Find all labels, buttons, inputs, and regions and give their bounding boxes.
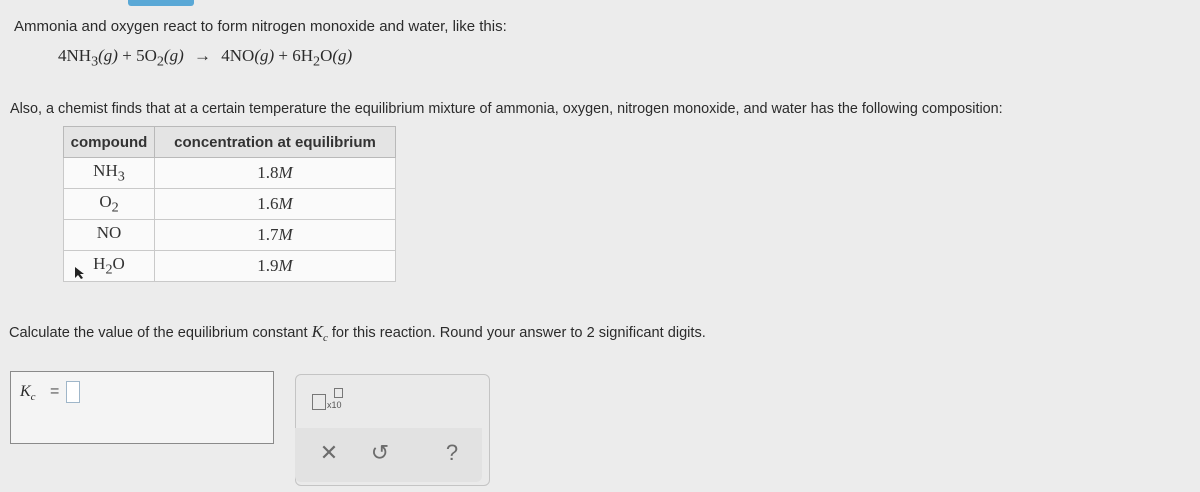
plus-sign: +: [122, 46, 132, 65]
answer-input[interactable]: [66, 381, 80, 403]
state: (g): [163, 46, 184, 65]
formula-base: NO: [96, 222, 122, 242]
kc-symbol: K: [311, 322, 323, 341]
concentration-cell: [155, 158, 396, 189]
reaction-arrow-icon: →: [194, 46, 211, 65]
header-concentration: concentration at equilibrium: [155, 127, 396, 158]
state: (g): [254, 46, 275, 65]
table-row: [64, 189, 396, 220]
unit: M: [278, 163, 293, 182]
kc-subscript: c: [30, 391, 36, 404]
compound-cell: [64, 220, 155, 251]
concentration-cell: [155, 189, 396, 220]
unit: M: [278, 194, 293, 213]
coef: 4: [58, 46, 67, 65]
concentration-cell: [155, 251, 396, 282]
plus-sign: +: [278, 46, 288, 65]
top-tab-accent: [128, 0, 194, 6]
species: O: [144, 46, 157, 65]
formula-base: H: [93, 253, 106, 273]
subscript: 3: [91, 53, 99, 70]
kc-subscript: c: [322, 331, 328, 344]
state: (g): [332, 46, 353, 65]
species: O: [320, 46, 333, 65]
kc-label: [20, 383, 36, 403]
concentration-cell: [155, 220, 396, 251]
state: (g): [98, 46, 118, 65]
close-icon[interactable]: ✕: [319, 440, 339, 465]
x10-label: x10: [327, 400, 342, 410]
table-row: [64, 220, 396, 251]
unit: M: [278, 256, 293, 275]
species: NH: [66, 46, 92, 65]
concentration-value: 1.8: [257, 163, 279, 182]
composition-table: [63, 126, 396, 282]
exponent-box-icon: [334, 388, 343, 398]
header-compound: compound: [64, 127, 155, 158]
formula-tail: O: [112, 253, 125, 273]
equals-sign: =: [50, 383, 60, 400]
help-icon[interactable]: ?: [445, 440, 459, 465]
concentration-value: 1.6: [257, 194, 279, 213]
species: H: [300, 46, 314, 65]
undo-icon[interactable]: ↺: [370, 440, 390, 465]
concentration-value: 1.9: [257, 256, 279, 275]
subscript: 2: [313, 53, 321, 70]
question-text: [9, 322, 706, 344]
reaction-equation: [58, 46, 352, 70]
compound-cell: [64, 189, 155, 220]
scientific-notation-button[interactable]: [310, 386, 354, 412]
formula-base: NH: [93, 160, 118, 180]
table-row: [64, 158, 396, 189]
subscript: 2: [156, 53, 164, 70]
intro-text: Ammonia and oxygen react to form nitrogen monoxide and water, like this:: [14, 18, 507, 35]
compound-cell: [64, 158, 155, 189]
coef: 6: [292, 46, 301, 65]
table-header-row: [64, 127, 396, 158]
species: NO: [229, 46, 255, 65]
mouse-cursor-icon: [74, 266, 86, 280]
formula-subscript: 3: [117, 168, 125, 185]
also-text: Also, a chemist finds that at a certain temperature the equilibrium mixture of ammonia, oxygen, nitrogen monoxide, and water has the following composition:: [10, 101, 1003, 117]
formula-subscript: 2: [111, 199, 119, 216]
table-row: [64, 251, 396, 282]
unit: M: [278, 225, 293, 244]
kc-symbol: K: [20, 383, 31, 400]
question-after: for this reaction. Round your answer to 2 significant digits.: [327, 325, 706, 341]
coef: 4: [221, 46, 230, 65]
question-before: Calculate the value of the equilibrium constant: [9, 325, 312, 341]
concentration-value: 1.7: [257, 225, 279, 244]
formula-base: O: [99, 191, 112, 211]
answer-area: [10, 371, 274, 444]
coef: 5: [136, 46, 145, 65]
base-box-icon: [312, 394, 326, 410]
formula-subscript: 2: [105, 261, 113, 278]
